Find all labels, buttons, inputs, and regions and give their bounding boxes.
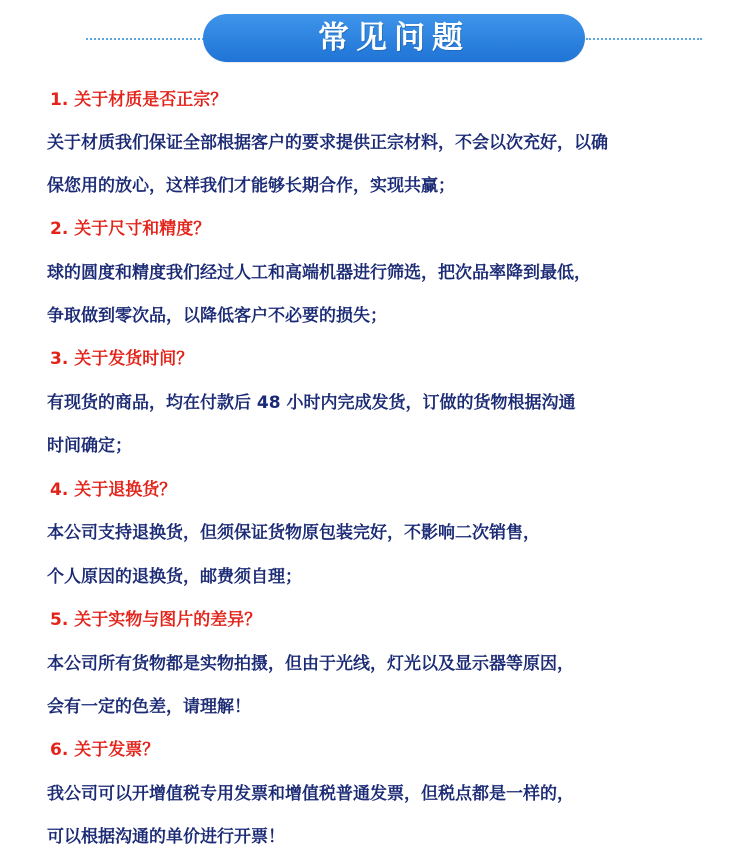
page-title: 常见问题 xyxy=(318,20,470,56)
faq-question-4: 4. 关于退换货？ xyxy=(50,480,177,500)
faq-question-6: 6. 关于发票？ xyxy=(50,740,160,760)
faq-question-5: 5. 关于实物与图片的差异？ xyxy=(50,610,262,630)
faq-answer-2-line-1: 球的圆度和精度我们经过人工和高端机器进行筛选，把次品率降到最低， xyxy=(47,263,591,283)
faq-answer-2-line-2: 争取做到零次品，以降低客户不必要的损失； xyxy=(47,306,387,326)
left-dotted-divider xyxy=(86,38,204,40)
faq-answer-5-line-1: 本公司所有货物都是实物拍摄，但由于光线，灯光以及显示器等原因， xyxy=(47,654,574,674)
right-dotted-divider xyxy=(586,38,702,40)
faq-answer-3-line-2: 时间确定； xyxy=(47,436,132,456)
faq-answer-1-line-1: 关于材质我们保证全部根据客户的要求提供正宗材料，不会以次充好，以确 xyxy=(47,133,608,153)
faq-answer-1-line-2: 保您用的放心，这样我们才能够长期合作，实现共赢； xyxy=(47,176,455,196)
faq-question-3: 3. 关于发货时间？ xyxy=(50,349,194,369)
faq-question-2: 2. 关于尺寸和精度？ xyxy=(50,219,211,239)
faq-answer-6-line-2: 可以根据沟通的单价进行开票！ xyxy=(47,827,285,847)
faq-answer-4-line-1: 本公司支持退换货，但须保证货物原包装完好，不影响二次销售， xyxy=(47,523,540,543)
faq-answer-6-line-1: 我公司可以开增值税专用发票和增值税普通发票，但税点都是一样的， xyxy=(47,784,574,804)
faq-question-1: 1. 关于材质是否正宗？ xyxy=(50,90,228,110)
faq-answer-4-line-2: 个人原因的退换货，邮费须自理； xyxy=(47,567,302,587)
faq-header xyxy=(0,0,750,80)
title-banner xyxy=(203,14,585,62)
faq-answer-5-line-2: 会有一定的色差，请理解！ xyxy=(47,697,251,717)
faq-answer-3-line-1: 有现货的商品，均在付款后 48 小时内完成发货，订做的货物根据沟通 xyxy=(47,393,576,413)
